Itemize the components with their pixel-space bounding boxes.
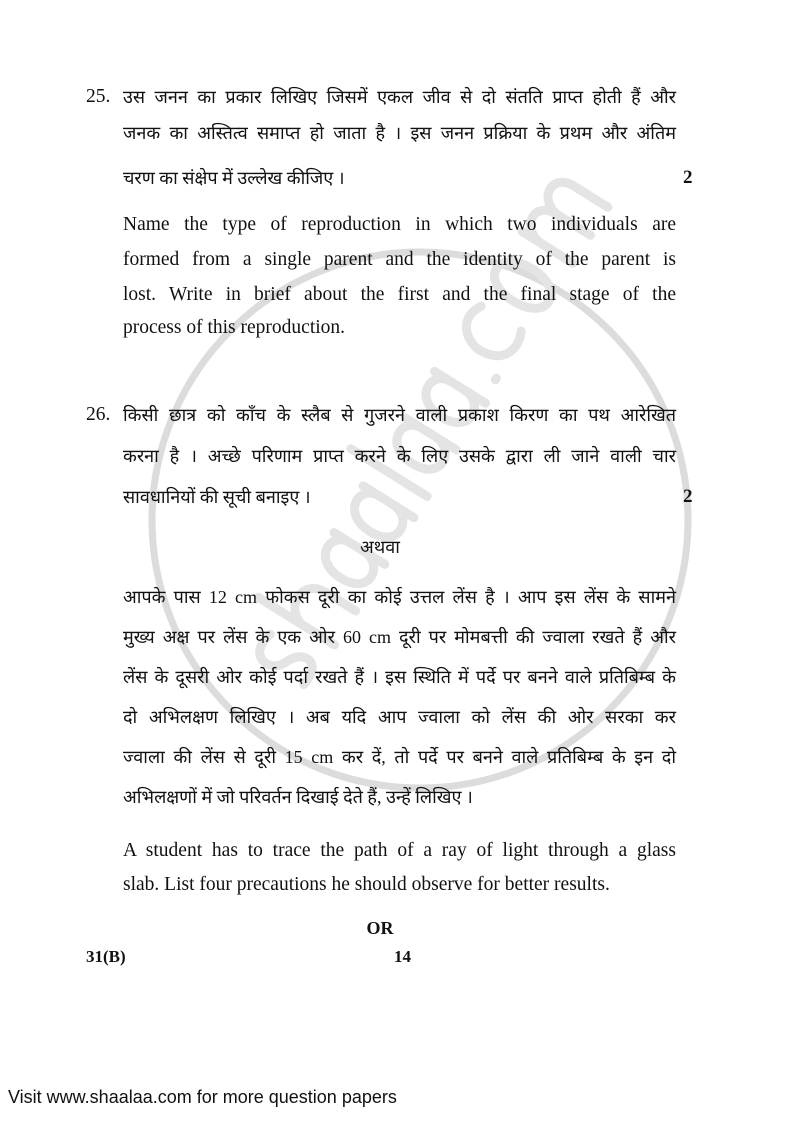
- q26-alt-hindi-line-3: लेंस के दूसरी ओर कोई पर्दा रखते हैं । इस स्थिति में पर्दे पर बनने वाले प्रतिबिम्ब के: [123, 667, 676, 687]
- q26-hindi-line-2: करना है । अच्छे परिणाम प्राप्त करने के लिए उसके द्वारा ली जाने वाली चार: [123, 446, 676, 466]
- q25-english-line-4: process of this reproduction.: [123, 317, 346, 338]
- q26-hindi-line-3: सावधानियों की सूची बनाइए ।: [123, 487, 311, 507]
- q25-english-line-2: formed from a single parent and the identity of the parent is: [123, 249, 676, 270]
- q25-hindi-line-3: चरण का संक्षेप में उल्लेख कीजिए ।: [123, 168, 345, 188]
- q25-hindi-line-2: जनक का अस्तित्व समाप्त हो जाता है । इस जनन प्रक्रिया के प्रथम और अंतिम: [123, 123, 676, 143]
- q25-english-line-1: Name the type of reproduction in which two individuals are: [123, 214, 676, 235]
- paper-code: 31(B): [86, 947, 126, 966]
- q26-english-line-1: A student has to trace the path of a ray of light through a glass: [123, 840, 676, 861]
- q26-alt-hindi-line-2: मुख्य अक्ष पर लेंस के एक ओर 60 cm दूरी पर मोमबत्ती की ज्वाला रखते हैं और: [123, 627, 676, 647]
- q26-hindi-line-1: किसी छात्र को काँच के स्लैब से गुजरने वाली प्रकाश किरण का पथ आरेखित: [123, 405, 676, 425]
- q26-alt-hindi-line-1: आपके पास 12 cm फोकस दूरी का कोई उत्तल लेंस है । आप इस लेंस के सामने: [123, 587, 676, 607]
- or-english: OR: [366, 918, 394, 938]
- visit-site-link[interactable]: Visit www.shaalaa.com for more question papers: [8, 1087, 397, 1107]
- q25-marks: 2: [683, 167, 693, 188]
- q26-marks: 2: [683, 486, 693, 507]
- q25-english-line-3: lost. Write in brief about the first and the final stage of the: [123, 284, 676, 305]
- q26-alt-hindi-line-4: दो अभिलक्षण लिखिए । अब यदि आप ज्वाला को लेंस की ओर सरका कर: [123, 707, 676, 727]
- q26-alt-hindi-line-5: ज्वाला की लेंस से दूरी 15 cm कर दें, तो पर्दे पर बनने वाले प्रतिबिम्ब के इन दो: [123, 747, 676, 767]
- q25-hindi-line-1: उस जनन का प्रकार लिखिए जिसमें एकल जीव से दो संतति प्राप्त होती हैं और: [123, 87, 676, 107]
- q26-alt-hindi-line-6: अभिलक्षणों में जो परिवर्तन दिखाई देते हैं, उन्हें लिखिए ।: [123, 787, 473, 807]
- question-number-25: 25.: [86, 86, 111, 107]
- page-number: 14: [394, 947, 411, 966]
- or-hindi: अथवा: [360, 537, 400, 557]
- q26-english-line-2: slab. List four precautions he should observe for better results.: [123, 874, 610, 895]
- question-number-26: 26.: [86, 404, 111, 425]
